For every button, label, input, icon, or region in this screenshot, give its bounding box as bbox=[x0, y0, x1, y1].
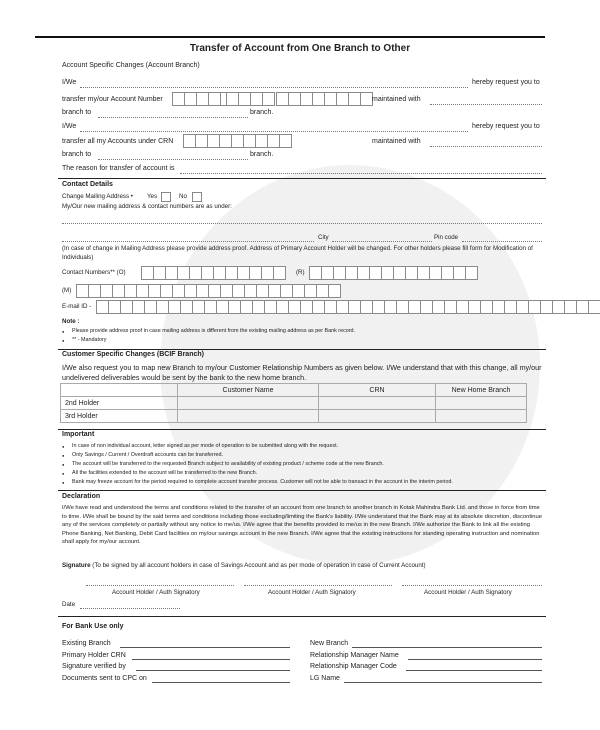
table-header-customer-name: Customer Name bbox=[178, 384, 319, 397]
signatory-label-3: Account Holder / Auth Signatory bbox=[424, 589, 512, 596]
email-label: E-mail ID - bbox=[62, 303, 92, 310]
section-divider-5 bbox=[58, 616, 546, 617]
account-specific-heading: Account Specific Changes (Account Branch) bbox=[62, 62, 200, 69]
rm-code-line[interactable] bbox=[406, 670, 542, 671]
table-row bbox=[61, 397, 527, 410]
note-item-1: ● Please provide address proof in case mailing address is different from the existing mailing address as per Bank record. bbox=[72, 328, 355, 334]
name-line-1[interactable] bbox=[80, 87, 468, 88]
signature-line-3[interactable] bbox=[402, 585, 542, 586]
no-checkbox[interactable] bbox=[192, 192, 202, 202]
table-header-new-branch: New Home Branch bbox=[436, 384, 527, 397]
iwe-label-2: I/We bbox=[62, 123, 77, 130]
new-branch-cell[interactable] bbox=[436, 410, 527, 423]
documents-sent-label: Documents sent to CPC on bbox=[62, 675, 147, 682]
holder-table bbox=[60, 383, 527, 423]
verified-by-line[interactable] bbox=[136, 670, 290, 671]
crn-cell[interactable] bbox=[319, 410, 436, 423]
important-item-1: ● In case of non individual account, letter signed as per mode of operation to be submitted along with the request. bbox=[72, 443, 338, 449]
new-mailing-label: My/Our new mailing address & contact numbers are as under: bbox=[62, 203, 232, 210]
yes-label: Yes bbox=[147, 193, 158, 200]
important-item-2: ● Only Savings / Current / Overdraft accounts can be transferred. bbox=[72, 452, 223, 458]
section-divider-3 bbox=[58, 429, 546, 430]
table-header-crn: CRN bbox=[319, 384, 436, 397]
note-label: Note : bbox=[62, 318, 80, 325]
declaration-heading: Declaration bbox=[62, 493, 101, 500]
customer-name-cell[interactable] bbox=[178, 410, 319, 423]
table-header-blank bbox=[61, 384, 178, 397]
new-branch-cell[interactable] bbox=[436, 397, 527, 410]
important-item-5: ● Bank may freeze account for the period required to complete account transfer process. Customer will not be able to transact in the account in the interim period. bbox=[72, 479, 453, 485]
rm-name-line[interactable] bbox=[408, 659, 542, 660]
table-row bbox=[61, 410, 527, 423]
maintained-with-line-2[interactable] bbox=[430, 146, 542, 147]
holder-row-label: 2nd Holder bbox=[61, 397, 178, 410]
verified-by-label: Signature verified by bbox=[62, 663, 126, 670]
important-heading: Important bbox=[62, 431, 95, 438]
table-header-row bbox=[61, 384, 527, 397]
crn-label: transfer all my Accounts under CRN bbox=[62, 138, 174, 145]
lg-name-line[interactable] bbox=[344, 682, 542, 683]
section-divider-4 bbox=[58, 490, 546, 491]
customer-name-cell[interactable] bbox=[178, 397, 319, 410]
rm-code-label: Relationship Manager Code bbox=[310, 663, 397, 670]
holder-row-label: 3rd Holder bbox=[61, 410, 178, 423]
signature-line-2[interactable] bbox=[244, 585, 392, 586]
maintained-with-line[interactable] bbox=[430, 104, 542, 105]
crn-cell[interactable] bbox=[319, 397, 436, 410]
signature-line-1[interactable] bbox=[86, 585, 234, 586]
new-branch-line[interactable] bbox=[352, 647, 542, 648]
contact-numbers-label: Contact Numbers** (O) bbox=[62, 269, 126, 276]
signature-label: Signature bbox=[62, 562, 91, 569]
date-line[interactable] bbox=[80, 608, 180, 609]
branch-to-label-2: branch to bbox=[62, 151, 92, 158]
branch-to-line-2[interactable] bbox=[98, 159, 248, 160]
yes-checkbox[interactable] bbox=[161, 192, 171, 202]
address-proof-note: (In case of change in Mailing Address please provide address proof. Address of Primary Account Holder will be changed. For other holders please fill form for Modification of Individuals) bbox=[62, 245, 533, 261]
crn-boxes[interactable] bbox=[183, 134, 291, 148]
note-item-2: ● ** - Mandatory bbox=[72, 337, 106, 343]
residence-label: (R) bbox=[296, 269, 305, 276]
request-text-2: hereby request you to bbox=[472, 123, 540, 130]
section-divider-1 bbox=[58, 178, 546, 179]
address-line-1[interactable] bbox=[62, 223, 542, 224]
city-label: City bbox=[318, 234, 329, 241]
existing-branch-line[interactable] bbox=[120, 647, 290, 648]
customer-para: I/We also request you to map new Branch to my/our Customer Relationship Numbers as given below. I/We understand that with this change, all my/our undelivered deliverables would be sent by the bank to the new home branch. bbox=[62, 363, 542, 382]
no-label: No bbox=[179, 193, 187, 200]
important-item-3: ● The account will be transferred to the requested Branch subject to availability of existing product / scheme code at the new Branch. bbox=[72, 461, 384, 467]
office-number-boxes[interactable] bbox=[141, 266, 285, 280]
address-line-2[interactable] bbox=[62, 241, 314, 242]
signatory-label-1: Account Holder / Auth Signatory bbox=[112, 589, 200, 596]
residence-number-boxes[interactable] bbox=[309, 266, 477, 280]
branch-to-label-1: branch to bbox=[62, 109, 92, 116]
mobile-number-boxes[interactable] bbox=[76, 284, 340, 298]
maintained-with-label-2: maintained with bbox=[372, 138, 421, 145]
date-label: Date bbox=[62, 601, 76, 608]
email-boxes[interactable] bbox=[96, 300, 600, 314]
primary-crn-line[interactable] bbox=[132, 659, 290, 660]
account-number-boxes[interactable] bbox=[172, 92, 232, 106]
iwe-label-1: I/We bbox=[62, 79, 77, 86]
rm-name-label: Relationship Manager Name bbox=[310, 652, 399, 659]
maintained-with-label: maintained with bbox=[372, 96, 421, 103]
branch-to-line-1[interactable] bbox=[98, 117, 248, 118]
city-line[interactable] bbox=[332, 241, 432, 242]
contact-heading: Contact Details bbox=[62, 181, 113, 188]
important-item-4: ● All the facilities extended to the account will be transferred to the new Branch. bbox=[72, 470, 257, 476]
form-title: Transfer of Account from One Branch to Other bbox=[189, 43, 411, 54]
account-number-boxes-3[interactable] bbox=[276, 92, 372, 106]
lg-name-label: LG Name bbox=[310, 675, 340, 682]
account-number-boxes-2[interactable] bbox=[226, 92, 274, 106]
documents-sent-line[interactable] bbox=[152, 682, 290, 683]
declaration-text: I/We have read and understood the terms and conditions related to the transfer of an account from one branch to another branch in Kotak Mahindra Bank Ltd. and those in force from time to time. I/We shall be bound by the said terms and conditions including those excluding/limiting the Bank's liability. I/We understand that the Bank may at its absolute discretion, discontinue any of the services completely or partially without any notice to me/us. I/We agree that the benefits provided to me/us in the new Branch. I/We authorize the Bank to link all the existing Phone Banking, Net Banking, Debit Card facilities on my/our savings account in the new Branch. I/We agree that the existing instructions for standing operating instruction and nomination shall apply for my/our account. bbox=[62, 505, 542, 546]
branch-suffix-2: branch. bbox=[250, 151, 274, 158]
pin-line[interactable] bbox=[462, 241, 542, 242]
top-rule bbox=[35, 36, 545, 38]
change-mailing-label: Change Mailing Address • bbox=[62, 193, 133, 200]
existing-branch-label: Existing Branch bbox=[62, 640, 111, 647]
signature-note: (To be signed by all account holders in case of Savings Account and as per mode of operation in case of Current Account) bbox=[92, 562, 426, 569]
account-number-label: transfer my/our Account Number bbox=[62, 96, 163, 103]
section-divider-2 bbox=[58, 349, 546, 350]
branch-suffix-1: branch. bbox=[250, 109, 274, 116]
request-text-1: hereby request you to bbox=[472, 79, 540, 86]
new-branch-label: New Branch bbox=[310, 640, 349, 647]
primary-crn-label: Primary Holder CRN bbox=[62, 652, 126, 659]
reason-line[interactable] bbox=[180, 173, 542, 174]
pin-label: Pin code bbox=[434, 234, 459, 241]
mobile-label: (M) bbox=[62, 287, 72, 294]
customer-heading: Customer Specific Changes (BCIF Branch) bbox=[62, 351, 204, 358]
reason-label: The reason for transfer of account is bbox=[62, 165, 175, 172]
name-line-2[interactable] bbox=[80, 131, 468, 132]
bank-use-heading: For Bank Use only bbox=[62, 623, 124, 630]
signatory-label-2: Account Holder / Auth Signatory bbox=[268, 589, 356, 596]
